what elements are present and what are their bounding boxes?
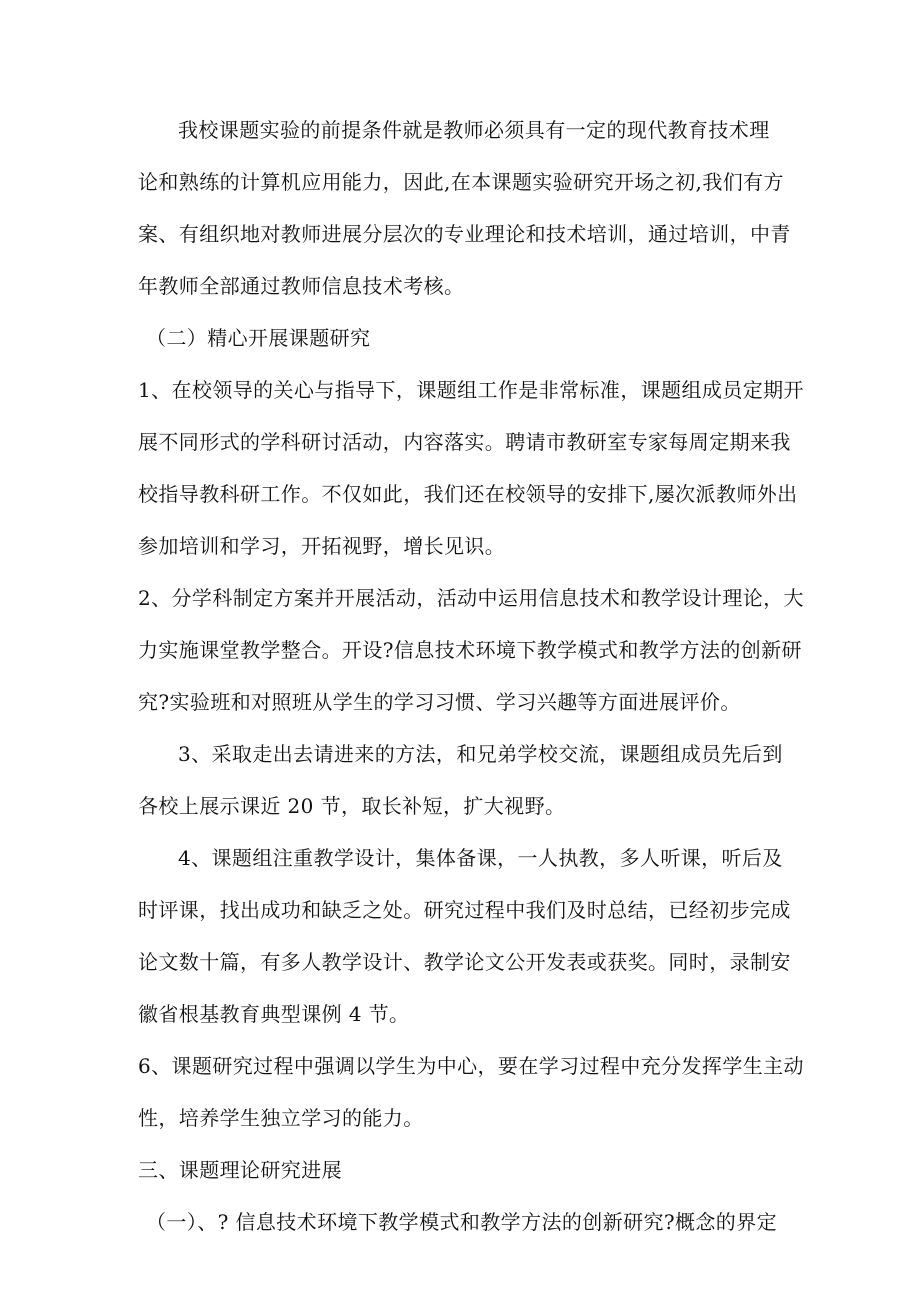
item-3-line-1: 3、采取走出去请进来的方法，和兄弟学校交流，课题组成员先后到	[178, 742, 783, 766]
item-1-line-1: 1、在校领导的关心与指导下，课题组工作是非常标准，课题组成员定期开	[138, 378, 804, 402]
item-4-line-1: 4、课题组注重教学设计，集体备课，一人执教，多人听课，听后及	[178, 846, 783, 870]
item-1-line-2: 展不同形式的学科研讨活动，内容落实。聘请市教研室专家每周定期来我	[138, 430, 791, 454]
paragraph-1-line-1: 我校课题实验的前提条件就是教师必须具有一定的现代教育技术理	[178, 118, 770, 142]
subsection-heading-3-1: （一）、? 信息技术环境下教学模式和教学方法的创新研究?概念的界定	[146, 1210, 778, 1234]
item-1-line-3: 校指导教科研工作。不仅如此，我们还在校领导的安排下,屡次派教师外出	[138, 482, 798, 506]
item-4-line-2: 时评课，找出成功和缺乏之处。研究过程中我们及时总结，已经初步完成	[138, 898, 791, 922]
item-6-line-2: 性，培养学生独立学习的能力。	[138, 1106, 424, 1130]
item-3-line-2: 各校上展示课近 20 节，取长补短，扩大视野。	[138, 794, 566, 818]
paragraph-1-line-4: 年教师全部通过教师信息技术考核。	[138, 274, 465, 298]
item-6-line-1: 6、课题研究过程中强调以学生为中心，要在学习过程中充分发挥学生主动	[138, 1054, 804, 1078]
item-4-line-4: 徽省根基教育典型课例 4 节。	[138, 1002, 410, 1026]
item-2-line-3: 究?实验班和对照班从学生的学习习惯、学习兴趣等方面进展评价。	[138, 690, 741, 714]
section-heading-2: （二）精心开展课题研究	[146, 326, 371, 350]
paragraph-1-line-2: 论和熟练的计算机应用能力，因此,在本课题实验研究开场之初,我们有方	[138, 170, 784, 194]
section-heading-3: 三、课题理论研究进展	[138, 1158, 342, 1182]
paragraph-1-line-3: 案、有组织地对教师进展分层次的专业理论和技术培训，通过培训，中青	[138, 222, 791, 246]
item-4-line-3: 论文数十篇，有多人教学设计、教学论文公开发表或获奖。同时，录制安	[138, 950, 791, 974]
item-2-line-1: 2、分学科制定方案并开展活动，活动中运用信息技术和教学设计理论，大	[138, 586, 804, 610]
item-1-line-4: 参加培训和学习，开拓视野，增长见识。	[138, 534, 506, 558]
item-2-line-2: 力实施课堂教学整合。开设?信息技术环境下教学模式和教学方法的创新研	[138, 638, 802, 662]
